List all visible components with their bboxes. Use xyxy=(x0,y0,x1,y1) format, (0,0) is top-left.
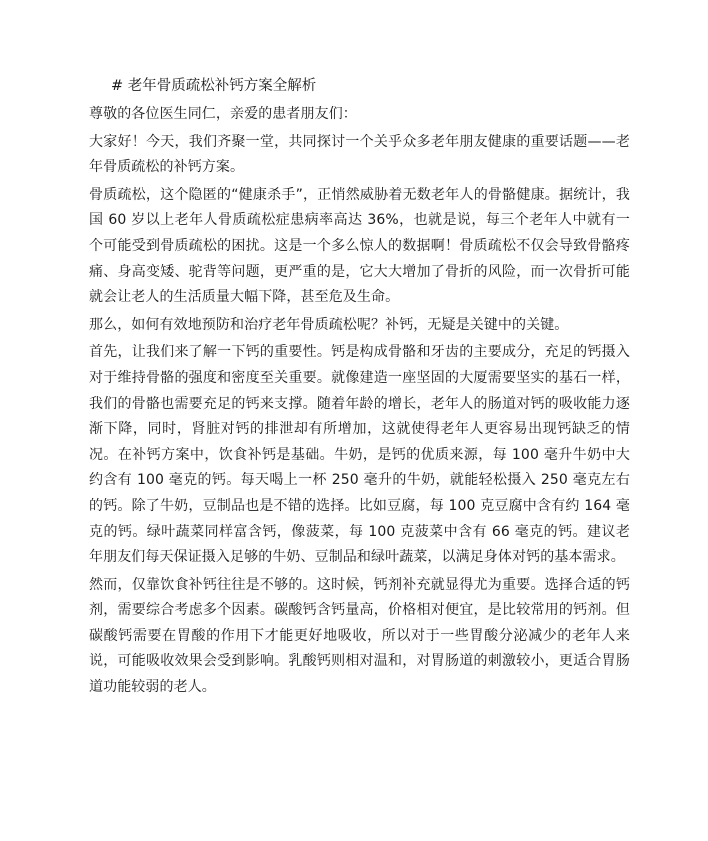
greeting-paragraph: 尊敬的各位医生同仁，亲爱的患者朋友们： xyxy=(89,106,357,122)
question-paragraph: 那么，如何有效地预防和治疗老年骨质疏松呢？补钙，无疑是关键中的关键。 xyxy=(89,316,569,333)
intro-paragraph: 大家好！今天，我们齐聚一堂，共同探讨一个关乎众多老年朋友健康的重要话题——老年骨质疏松的补钙方案。 xyxy=(89,133,630,176)
document-title: # 老年骨质疏松补钙方案全解析 xyxy=(111,78,317,94)
calcium-supplement-paragraph: 然而，仅靠饮食补钙往往是不够的。这时候，钙剂补充就显得尤为重要。选择合适的钙剂，需要综合考虑多个因素。碳酸钙含钙量高，价格相对便宜，是比较常用的钙剂。但碳酸钙需要在胃酸的作用下才能更好地吸收，所以对于一些胃酸分泌减少的老年人来说，可能吸收效果会受到影响。乳酸钙则相对温和，对胃肠道的刺激较小，更适合胃肠道功能较弱的老人。 xyxy=(89,576,630,696)
osteoporosis-paragraph: 骨质疏松，这个隐匿的“健康杀手”，正悄然威胁着无数老年人的骨骼健康。据统计，我国 60 岁以上老年人骨质疏松症患病率高达 36%，也就是说，每三个老年人中就有一个可能受到骨质疏松的困扰。这是一个多么惊人的数据啊！骨质疏松不仅会导致骨骼疼痛、身高变矮、驼背等问题，更严重的是，它大大增加了骨折的风险，而一次骨折可能就会让老人的生活质量大幅下降，甚至危及生命。 xyxy=(89,186,630,306)
calcium-diet-paragraph: 首先，让我们来了解一下钙的重要性。钙是构成骨骼和牙齿的主要成分，充足的钙摄入对于维持骨骼的强度和密度至关重要。就像建造一座坚固的大厦需要坚实的基石一样，我们的骨骼也需要充足的钙来支撑。随着年龄的增长，老年人的肠道对钙的吸收能力逐渐下降，同时，肾脏对钙的排泄却有所增加，这就使得老年人更容易出现钙缺乏的情况。在补钙方案中，饮食补钙是基础。牛奶，是钙的优质来源，每 100 毫升牛奶中大约含有 100 毫克的钙。每天喝上一杯 250 毫升的牛奶，就能轻松摄入 250 毫克左右的钙。除了牛奶，豆制品也是不错的选择。比如豆腐，每 100 克豆腐中含有约 164 毫克的钙。绿叶蔬菜同样富含钙，像菠菜，每 100 克菠菜中含有 66 毫克的钙。建议老年朋友们每天保证摄入足够的牛奶、豆制品和绿叶蔬菜，以满足身体对钙的基本需求。 xyxy=(89,344,630,566)
document-page xyxy=(89,74,630,701)
